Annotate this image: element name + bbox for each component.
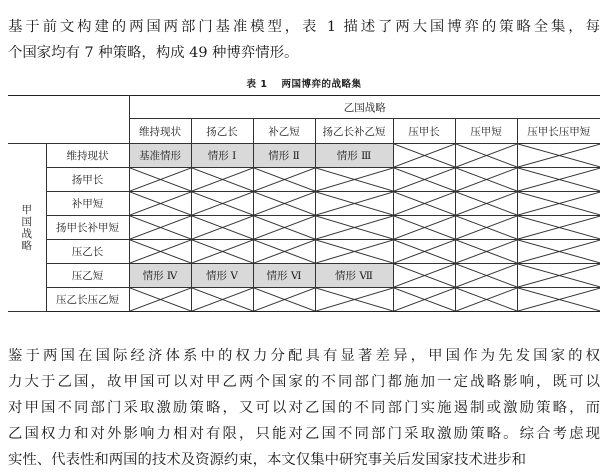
cross-mark-icon: [394, 168, 455, 191]
cross-mark-icon: [394, 264, 455, 287]
cross-mark-icon: [192, 240, 253, 263]
scenario-cell: 基准情形: [129, 144, 191, 168]
corner-cell: [8, 96, 129, 144]
cross-mark-icon: [254, 240, 315, 263]
col-group-label: 乙国战略: [129, 96, 600, 119]
cross-mark-icon: [394, 144, 455, 167]
table-number: 表 1: [246, 79, 268, 90]
cross-mark-icon: [456, 168, 517, 191]
table-caption: [0, 76, 608, 90]
row-group-label: [8, 144, 46, 312]
crossed-cell: [253, 240, 315, 264]
discussion-paragraph: [8, 343, 600, 473]
cross-mark-icon: [130, 216, 191, 239]
scenario-cell: 情形 Ⅲ: [315, 144, 393, 168]
row-header: 扬甲长补甲短: [46, 216, 129, 240]
crossed-cell: [393, 216, 455, 240]
paragraph-line: 实性、代表性和两国的技术及资源约束，本文仅集中研究事关后发国家技术进步和: [8, 452, 527, 468]
crossed-cell: [129, 288, 191, 312]
scenario-cell: 情形 Ⅶ: [315, 264, 393, 288]
cross-mark-icon: [316, 192, 393, 215]
crossed-cell: [315, 168, 393, 192]
col-header: 压甲短: [455, 119, 517, 144]
paragraph-line: 力大于乙国，故甲国可以对甲乙两个国家的不同部门都施加一定战略影响，既可以: [8, 374, 600, 390]
crossed-cell: [315, 192, 393, 216]
cross-mark-icon: [394, 240, 455, 263]
crossed-cell: [129, 192, 191, 216]
row-group-char: 战: [21, 227, 32, 240]
cross-mark-icon: [254, 216, 315, 239]
col-header: 压甲长压甲短: [517, 119, 600, 144]
scenario-cell: 情形 Ⅵ: [253, 264, 315, 288]
row-group-char: 国: [21, 215, 32, 228]
crossed-cell: [517, 192, 600, 216]
row-group-char: 甲: [21, 203, 32, 216]
crossed-cell: [393, 264, 455, 288]
crossed-cell: [393, 240, 455, 264]
crossed-cell: [191, 240, 253, 264]
crossed-cell: [517, 240, 600, 264]
col-header: 压甲长: [393, 119, 455, 144]
cross-mark-icon: [192, 192, 253, 215]
crossed-cell: [315, 288, 393, 312]
cross-mark-icon: [518, 168, 601, 191]
cross-mark-icon: [130, 192, 191, 215]
row-header: 压乙长压乙短: [46, 288, 129, 312]
crossed-cell: [129, 240, 191, 264]
crossed-cell: [455, 192, 517, 216]
crossed-cell: [315, 240, 393, 264]
cross-mark-icon: [316, 168, 393, 191]
cross-mark-icon: [518, 192, 601, 215]
crossed-cell: [253, 192, 315, 216]
crossed-cell: [455, 168, 517, 192]
paragraph-line: 个国家均有 7 种策略，构成 49 种博弈情形。: [8, 45, 299, 61]
cross-mark-icon: [456, 216, 517, 239]
crossed-cell: [393, 192, 455, 216]
cross-mark-icon: [192, 216, 253, 239]
paragraph-line: 基于前文构建的两国两部门基准模型，表 1 描述了两大国博弈的策略全集，每: [8, 19, 600, 35]
crossed-cell: [455, 240, 517, 264]
crossed-cell: [129, 216, 191, 240]
cross-mark-icon: [254, 168, 315, 191]
crossed-cell: [455, 288, 517, 312]
cross-mark-icon: [518, 216, 601, 239]
cross-mark-icon: [254, 192, 315, 215]
intro-paragraph: [8, 14, 600, 66]
row-group-char: 略: [21, 239, 32, 252]
col-header: 补乙短: [253, 119, 315, 144]
cross-mark-icon: [456, 264, 517, 287]
scenario-cell: 情形 Ⅴ: [191, 264, 253, 288]
row-header: 压乙长: [46, 240, 129, 264]
row-header: 压乙短: [46, 264, 129, 288]
crossed-cell: [191, 192, 253, 216]
cross-mark-icon: [456, 192, 517, 215]
cross-mark-icon: [394, 288, 455, 311]
col-header: 扬乙长: [191, 119, 253, 144]
crossed-cell: [393, 144, 455, 168]
strategy-table: [8, 95, 600, 312]
cross-mark-icon: [130, 288, 191, 311]
crossed-cell: [517, 168, 600, 192]
cross-mark-icon: [130, 240, 191, 263]
col-header: 维持现状: [129, 119, 191, 144]
scenario-cell: 情形 Ⅱ: [253, 144, 315, 168]
cross-mark-icon: [456, 288, 517, 311]
paragraph-line: 鉴于两国在国际经济体系中的权力分配具有显著差异，甲国作为先发国家的权: [8, 348, 600, 364]
row-header: 扬甲长: [46, 168, 129, 192]
crossed-cell: [191, 168, 253, 192]
crossed-cell: [129, 168, 191, 192]
crossed-cell: [517, 216, 600, 240]
col-header: 扬乙长补乙短: [315, 119, 393, 144]
crossed-cell: [253, 288, 315, 312]
cross-mark-icon: [518, 240, 601, 263]
cross-mark-icon: [130, 168, 191, 191]
crossed-cell: [517, 264, 600, 288]
crossed-cell: [253, 216, 315, 240]
cross-mark-icon: [518, 144, 601, 167]
cross-mark-icon: [518, 288, 601, 311]
cross-mark-icon: [394, 216, 455, 239]
scenario-cell: 情形 Ⅰ: [191, 144, 253, 168]
crossed-cell: [253, 168, 315, 192]
cross-mark-icon: [456, 144, 517, 167]
cross-mark-icon: [316, 288, 393, 311]
cross-mark-icon: [394, 192, 455, 215]
crossed-cell: [393, 288, 455, 312]
scenario-cell: 情形 Ⅳ: [129, 264, 191, 288]
cross-mark-icon: [316, 240, 393, 263]
crossed-cell: [393, 168, 455, 192]
cross-mark-icon: [192, 288, 253, 311]
crossed-cell: [455, 264, 517, 288]
crossed-cell: [517, 144, 600, 168]
crossed-cell: [455, 216, 517, 240]
crossed-cell: [191, 216, 253, 240]
cross-mark-icon: [518, 264, 601, 287]
cross-mark-icon: [192, 168, 253, 191]
crossed-cell: [191, 288, 253, 312]
crossed-cell: [455, 144, 517, 168]
cross-mark-icon: [316, 216, 393, 239]
table-title: 两国博弈的战略集: [281, 79, 362, 90]
row-header: 维持现状: [46, 144, 129, 168]
cross-mark-icon: [456, 240, 517, 263]
crossed-cell: [517, 288, 600, 312]
paragraph-line: 对甲国不同部门采取激励策略，又可以对乙国的不同部门实施遏制或激励策略，而: [8, 400, 600, 416]
cross-mark-icon: [254, 288, 315, 311]
paragraph-line: 乙国权力和对外影响力相对有限，只能对乙国不同部门采取激励策略。综合考虑现: [8, 426, 600, 442]
row-header: 补甲短: [46, 192, 129, 216]
crossed-cell: [315, 216, 393, 240]
